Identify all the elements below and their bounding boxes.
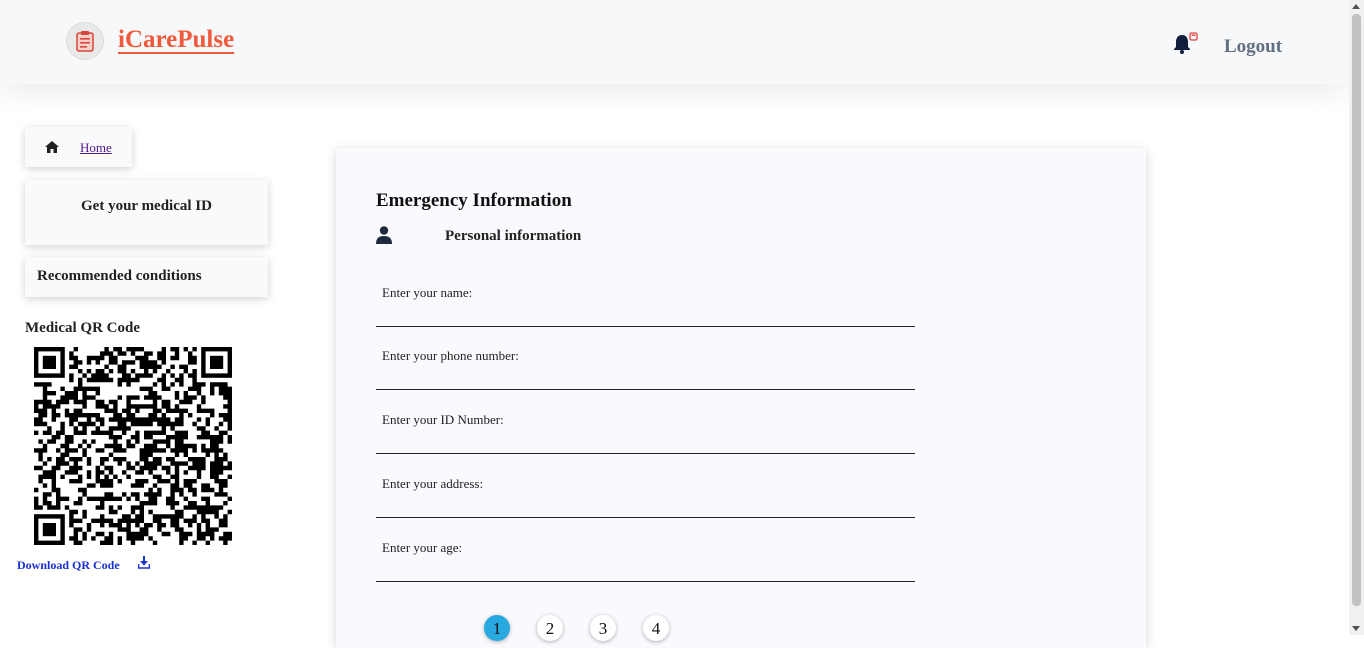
id-number-label: Enter your ID Number: [382, 412, 504, 427]
step-2-button[interactable]: 2 [537, 615, 563, 641]
logout-button[interactable]: Logout [1224, 36, 1283, 57]
home-icon [45, 141, 59, 153]
qr-title: Medical QR Code [25, 320, 140, 336]
bell-icon[interactable] [1172, 32, 1198, 56]
qr-code [34, 347, 232, 545]
phone-field [376, 348, 915, 386]
download-qr-link[interactable]: Download QR Code [17, 558, 120, 572]
top-header [0, 0, 1349, 84]
step-1-button[interactable]: 1 [484, 615, 510, 641]
id-number-input[interactable] [376, 432, 915, 454]
age-input[interactable] [376, 560, 915, 582]
scroll-up-arrow-icon[interactable] [1352, 4, 1360, 9]
age-field [376, 540, 915, 578]
breadcrumb [25, 127, 132, 167]
scroll-down-arrow-icon[interactable] [1352, 626, 1360, 631]
recommended-conditions-label: Recommended conditions [37, 268, 202, 284]
person-icon [376, 226, 392, 249]
get-medical-id-card[interactable] [25, 180, 268, 245]
form-title: Emergency Information [376, 190, 572, 211]
step-4-button[interactable]: 4 [643, 615, 669, 641]
address-input[interactable] [376, 496, 915, 518]
address-label: Enter your address: [382, 476, 484, 491]
page-scrollbar[interactable] [1349, 0, 1364, 635]
get-medical-id-label: Get your medical ID [81, 198, 212, 214]
name-label: Enter your name: [382, 285, 473, 300]
brand-title[interactable]: iCarePulse [118, 26, 235, 53]
logo [66, 22, 104, 60]
phone-label: Enter your phone number: [382, 348, 519, 363]
phone-input[interactable] [376, 368, 915, 390]
section-label: Personal information [445, 228, 582, 244]
step-3-button[interactable]: 3 [590, 615, 616, 641]
address-field [376, 476, 915, 514]
home-link[interactable]: Home [80, 140, 112, 155]
download-icon[interactable] [138, 556, 150, 575]
name-input[interactable] [376, 305, 915, 327]
name-field [376, 285, 915, 323]
emergency-form-card [336, 148, 1146, 648]
scrollbar-thumb[interactable] [1352, 14, 1361, 606]
recommended-conditions-card[interactable] [25, 257, 268, 297]
medical-clipboard-icon [75, 30, 95, 52]
id-number-field [376, 412, 915, 450]
age-label: Enter your age: [382, 540, 463, 555]
